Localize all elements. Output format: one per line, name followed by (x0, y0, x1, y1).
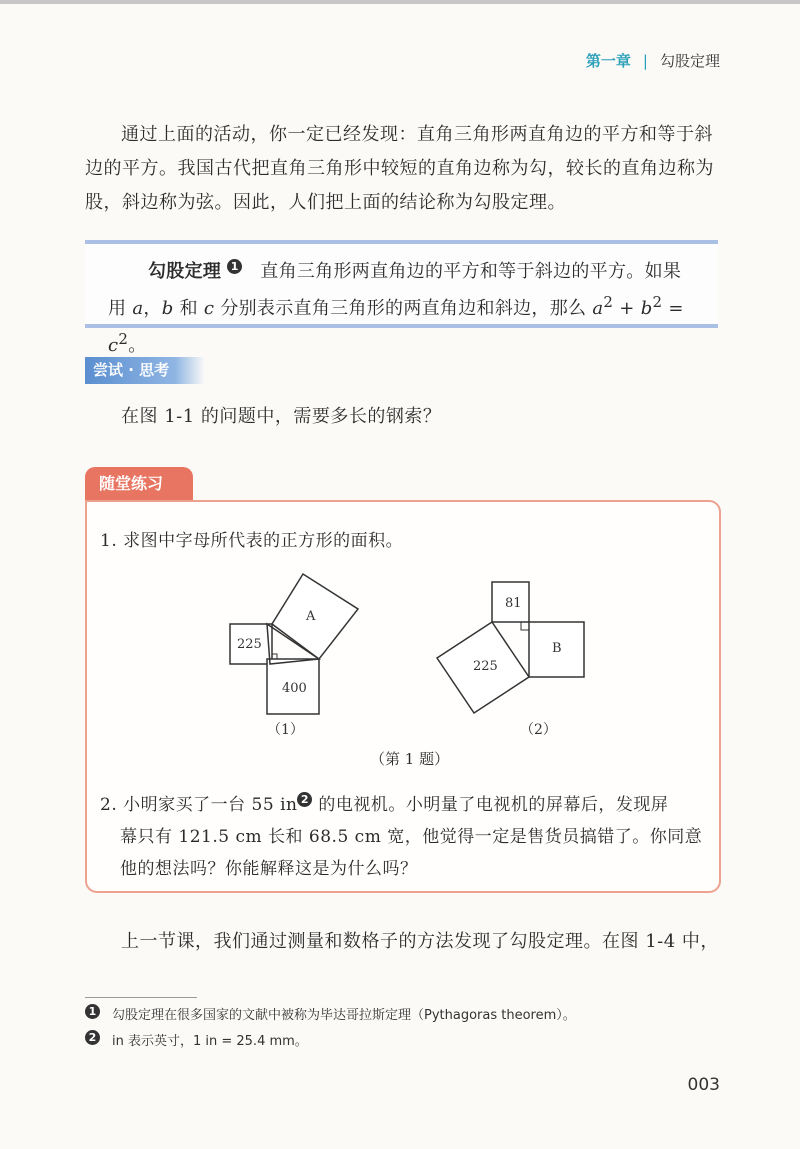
eq-period: 。 (128, 335, 147, 356)
eq-equals: = (668, 298, 684, 319)
var-c: c (203, 298, 215, 319)
theorem-line-1 (108, 257, 708, 287)
label-225-fig1: 225 (237, 637, 262, 652)
figure-1-label: （1） (267, 722, 304, 738)
eq-b-exp: 2 (652, 293, 663, 311)
try-think-question: 在图 1-1 的问题中，需要多长的钢索？ (121, 406, 442, 427)
page-number: 003 (687, 1075, 720, 1095)
theorem-line-2: 用 a，b 和 c 分别表示直角三角形的两直角边和斜边，那么 $a^2 + b^2 = c^2$。 (108, 293, 684, 356)
problem-2-line-1 (100, 789, 710, 821)
theorem-statement (108, 257, 708, 361)
theorem-text-middle: 分别表示直角三角形的两直角边和斜边，那么 (220, 298, 587, 319)
label-B-fig2: B (552, 641, 562, 656)
try-think-tag: 尝试 · 思考 (85, 357, 205, 384)
label-225-fig2: 225 (473, 659, 498, 674)
header-separator: | (642, 52, 648, 70)
practice-tag: 随堂练习 (85, 467, 193, 501)
problem-1: 1. 求图中字母所代表的正方形的面积。 (100, 531, 404, 551)
footnote-2: in 表示英寸，1 in = 25.4 mm。 (112, 1034, 308, 1049)
right-angle-mark-fig2 (521, 622, 529, 630)
footnote-marker-1: 1 (227, 259, 242, 274)
page-top-edge (0, 0, 800, 4)
footnote-2-mark: 2 (85, 1030, 100, 1045)
problem-2-line-2: 幕只有 121.5 cm 长和 68.5 cm 宽，他觉得一定是售货员搞错了。你同意 (120, 827, 703, 847)
var-b: b (161, 298, 174, 319)
theorem-line-1-text: 直角三角形两直角边的平方和等于斜边的平方。如果 (260, 261, 682, 282)
footnote-marker-2: 2 (297, 792, 312, 807)
eq-c-exp: 2 (118, 330, 129, 348)
problem-2-line-1a: 2. 小明家买了一台 55 in (100, 795, 298, 815)
footnote-divider (85, 997, 197, 998)
eq-a-exp: 2 (603, 293, 614, 311)
footnote-1-mark: 1 (85, 1004, 100, 1019)
intro-line-1: 通过上面的活动，你一定已经发现：直角三角形两直角边的平方和等于斜 (121, 124, 713, 145)
figure-caption: （第 1 题） (370, 750, 450, 768)
figure-2-label: （2） (520, 722, 557, 738)
eq-plus: + (619, 298, 635, 319)
next-paragraph: 上一节课，我们通过测量和数格子的方法发现了勾股定理。在图 1-4 中， (121, 931, 719, 952)
theorem-and: 和 (179, 298, 198, 319)
eq-c: c (108, 335, 119, 356)
problem-2 (100, 789, 710, 885)
var-a: a (132, 298, 144, 319)
chapter-title: 勾股定理 (659, 52, 720, 70)
theorem-name: 勾股定理 (148, 261, 222, 282)
eq-b: b (640, 298, 653, 319)
eq-a: a (592, 298, 604, 319)
problem-2-line-3: 他的想法吗？你能解释这是为什么吗？ (120, 859, 418, 879)
intro-line-3: 股，斜边称为弦。因此，人们把上面的结论称为勾股定理。 (85, 192, 566, 213)
problem-2-line-1b: 的电视机。小明量了电视机的屏幕后，发现屏 (318, 795, 669, 815)
intro-line-2: 边的平方。我国古代把直角三角形中较短的直角边称为勾，较长的直角边称为 (85, 158, 714, 179)
label-81-fig2: 81 (505, 596, 522, 611)
running-header (586, 50, 720, 71)
theorem-text-prefix: 用 (108, 298, 127, 319)
label-400-fig1: 400 (282, 681, 307, 696)
problem-1-figure (225, 570, 605, 745)
label-A-fig1: A (306, 609, 316, 624)
intro-paragraph (85, 118, 725, 220)
footnote-1: 勾股定理在很多国家的文献中被称为毕达哥拉斯定理（Pythagoras theorem）。 (112, 1008, 576, 1023)
chapter-number: 第一章 (585, 52, 631, 70)
